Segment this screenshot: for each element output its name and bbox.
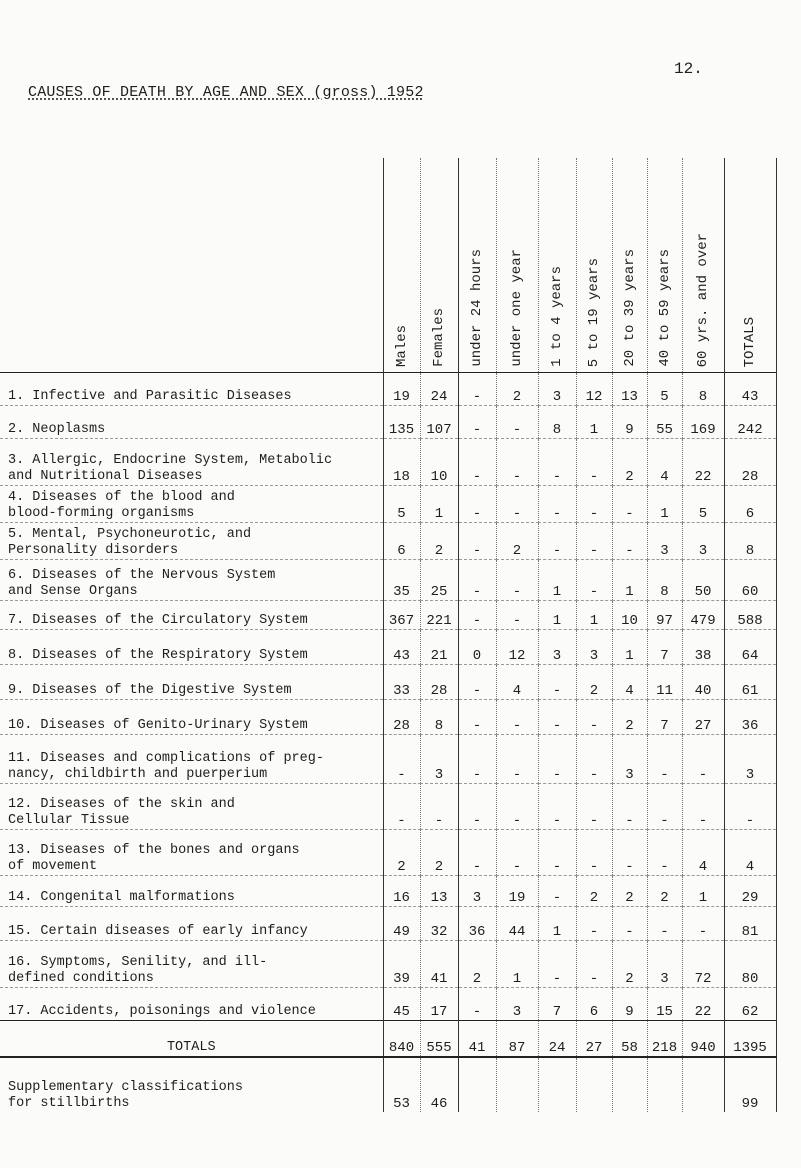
cell-females: 46 — [420, 1057, 458, 1112]
cause-label — [0, 907, 383, 941]
cell-60-and-over: 8 — [682, 373, 724, 406]
cause-line-1: 8. Diseases of the Respiratory System — [8, 648, 308, 663]
cause-line-2: Cellular Tissue — [8, 813, 130, 828]
cell-under-24-hours: - — [458, 406, 496, 439]
cell-under-24-hours: - — [458, 601, 496, 630]
col-header-1-to-4-years: 1 to 4 years — [538, 158, 576, 373]
cell-under-24-hours: - — [458, 665, 496, 700]
col-header-60-and-over: 60 yrs. and over — [682, 158, 724, 373]
cause-line-1: 11. Diseases and complications of preg- — [8, 751, 324, 766]
cell-females: 8 — [420, 700, 458, 735]
cell-under-24-hours: - — [458, 439, 496, 486]
cell-20-to-39-years: 58 — [612, 1021, 647, 1057]
cell-males: 45 — [383, 988, 420, 1021]
cause-line-1: 7. Diseases of the Circulatory System — [8, 613, 308, 628]
page-number: 12. — [674, 60, 703, 78]
cell-totals: 99 — [724, 1057, 776, 1112]
cell-under-one-year: - — [496, 406, 538, 439]
cell-females: - — [420, 784, 458, 830]
cell-60-and-over: 4 — [682, 830, 724, 876]
cell-40-to-59-years: 7 — [647, 700, 682, 735]
cell-females: 10 — [420, 439, 458, 486]
cell-males: 18 — [383, 439, 420, 486]
cell-1-to-4-years — [538, 1057, 576, 1112]
table-row — [0, 523, 776, 560]
cause-label — [0, 1021, 383, 1057]
cell-males: 16 — [383, 876, 420, 907]
cause-line-1: 2. Neoplasms — [8, 422, 106, 437]
cell-under-one-year: - — [496, 830, 538, 876]
cause-label — [0, 988, 383, 1021]
col-header-females: Females — [420, 158, 458, 373]
cause-line-1: 12. Diseases of the skin and — [8, 797, 235, 812]
cell-females: 17 — [420, 988, 458, 1021]
table-row — [0, 665, 776, 700]
cell-5-to-19-years: - — [576, 784, 612, 830]
cell-40-to-59-years: 97 — [647, 601, 682, 630]
cell-5-to-19-years: - — [576, 907, 612, 941]
cell-males: 840 — [383, 1021, 420, 1057]
cell-males: 135 — [383, 406, 420, 439]
cell-totals: - — [724, 784, 776, 830]
cell-under-one-year: - — [496, 601, 538, 630]
cell-under-one-year: - — [496, 735, 538, 784]
cell-60-and-over: 3 — [682, 523, 724, 560]
cause-label — [0, 665, 383, 700]
cause-line-1: 3. Allergic, Endocrine System, Metabolic — [8, 453, 333, 468]
cell-5-to-19-years: - — [576, 439, 612, 486]
cell-under-one-year: 2 — [496, 523, 538, 560]
cell-males: 19 — [383, 373, 420, 406]
cell-40-to-59-years: 11 — [647, 665, 682, 700]
cell-1-to-4-years: - — [538, 486, 576, 523]
cell-1-to-4-years: - — [538, 784, 576, 830]
cell-totals: 6 — [724, 486, 776, 523]
cell-males: 43 — [383, 630, 420, 665]
cause-line-1: 4. Diseases of the blood and — [8, 490, 235, 505]
cell-5-to-19-years: - — [576, 560, 612, 601]
cell-under-24-hours: - — [458, 735, 496, 784]
cell-20-to-39-years: - — [612, 784, 647, 830]
cell-40-to-59-years: 2 — [647, 876, 682, 907]
cause-line-1: 6. Diseases of the Nervous System — [8, 568, 276, 583]
cell-60-and-over: 22 — [682, 988, 724, 1021]
cell-males: 33 — [383, 665, 420, 700]
cell-5-to-19-years: 3 — [576, 630, 612, 665]
cell-males: - — [383, 735, 420, 784]
cause-line-1: TOTALS — [166, 1039, 216, 1055]
cause-line-2: Personality disorders — [8, 543, 179, 558]
cause-label — [0, 601, 383, 630]
cell-1-to-4-years: - — [538, 830, 576, 876]
table-row — [0, 373, 776, 406]
cell-20-to-39-years: 2 — [612, 876, 647, 907]
cell-under-one-year: - — [496, 439, 538, 486]
cell-20-to-39-years: 2 — [612, 439, 647, 486]
cause-label — [0, 373, 383, 406]
cell-5-to-19-years: - — [576, 941, 612, 988]
cell-under-one-year: - — [496, 700, 538, 735]
cell-under-24-hours: - — [458, 830, 496, 876]
cell-5-to-19-years: 2 — [576, 665, 612, 700]
cell-under-24-hours: 0 — [458, 630, 496, 665]
cause-line-2: and Nutritional Diseases — [8, 469, 203, 484]
cause-line-1: 14. Congenital malformations — [8, 890, 235, 905]
cell-under-24-hours: 41 — [458, 1021, 496, 1057]
cell-20-to-39-years: 1 — [612, 630, 647, 665]
cause-line-2: and Sense Organs — [8, 584, 138, 599]
page-title: CAUSES OF DEATH BY AGE AND SEX (gross) 1952 — [28, 84, 424, 101]
cause-label — [0, 486, 383, 523]
cell-females: 555 — [420, 1021, 458, 1057]
table-row — [0, 406, 776, 439]
cell-totals: 1395 — [724, 1021, 776, 1057]
cell-5-to-19-years: - — [576, 486, 612, 523]
cell-under-one-year: 4 — [496, 665, 538, 700]
cell-1-to-4-years: 1 — [538, 907, 576, 941]
cell-under-one-year: - — [496, 486, 538, 523]
cell-20-to-39-years: 3 — [612, 735, 647, 784]
cell-totals: 36 — [724, 700, 776, 735]
cell-under-24-hours: - — [458, 373, 496, 406]
cell-20-to-39-years: - — [612, 523, 647, 560]
cell-60-and-over: 40 — [682, 665, 724, 700]
table-row — [0, 486, 776, 523]
cell-20-to-39-years: 9 — [612, 988, 647, 1021]
cell-males: 2 — [383, 830, 420, 876]
cell-1-to-4-years: - — [538, 439, 576, 486]
cell-under-24-hours: 3 — [458, 876, 496, 907]
cell-females: 25 — [420, 560, 458, 601]
cell-under-one-year: - — [496, 784, 538, 830]
cause-line-1: 13. Diseases of the bones and organs — [8, 843, 300, 858]
cell-60-and-over: 169 — [682, 406, 724, 439]
cell-60-and-over: 72 — [682, 941, 724, 988]
cell-40-to-59-years: - — [647, 830, 682, 876]
header-row — [0, 158, 776, 373]
cell-40-to-59-years: 1 — [647, 486, 682, 523]
cell-1-to-4-years: 1 — [538, 560, 576, 601]
col-header-under-24-hours: under 24 hours — [458, 158, 496, 373]
cell-under-one-year — [496, 1057, 538, 1112]
cell-females: 24 — [420, 373, 458, 406]
cell-totals: 242 — [724, 406, 776, 439]
cell-20-to-39-years: 9 — [612, 406, 647, 439]
table-row — [0, 601, 776, 630]
cell-males: 35 — [383, 560, 420, 601]
cell-5-to-19-years: - — [576, 735, 612, 784]
col-header-under-one-year: under one year — [496, 158, 538, 373]
cell-males: 28 — [383, 700, 420, 735]
cell-60-and-over: 22 — [682, 439, 724, 486]
cell-40-to-59-years: 7 — [647, 630, 682, 665]
cause-label — [0, 735, 383, 784]
cell-5-to-19-years: 27 — [576, 1021, 612, 1057]
cell-under-24-hours — [458, 1057, 496, 1112]
cell-1-to-4-years: - — [538, 735, 576, 784]
cell-1-to-4-years: 3 — [538, 630, 576, 665]
cause-line-1: 9. Diseases of the Digestive System — [8, 683, 292, 698]
cell-totals: 4 — [724, 830, 776, 876]
cell-totals: 43 — [724, 373, 776, 406]
cell-males: 39 — [383, 941, 420, 988]
cell-totals: 81 — [724, 907, 776, 941]
cell-under-one-year: 2 — [496, 373, 538, 406]
cell-40-to-59-years: - — [647, 784, 682, 830]
cell-males: - — [383, 784, 420, 830]
cell-females: 3 — [420, 735, 458, 784]
cell-40-to-59-years: - — [647, 735, 682, 784]
cell-under-one-year: 87 — [496, 1021, 538, 1057]
col-header-males: Males — [383, 158, 420, 373]
cell-5-to-19-years — [576, 1057, 612, 1112]
cell-1-to-4-years: - — [538, 700, 576, 735]
cell-1-to-4-years: 24 — [538, 1021, 576, 1057]
cause-line-1: 1. Infective and Parasitic Diseases — [8, 389, 292, 404]
totals-row — [0, 1021, 776, 1057]
cell-1-to-4-years: 7 — [538, 988, 576, 1021]
col-header-20-to-39-years: 20 to 39 years — [612, 158, 647, 373]
cell-1-to-4-years: 8 — [538, 406, 576, 439]
cell-40-to-59-years: 15 — [647, 988, 682, 1021]
cell-under-one-year: 19 — [496, 876, 538, 907]
cell-60-and-over: 27 — [682, 700, 724, 735]
stillbirths-row — [0, 1057, 776, 1112]
cause-label — [0, 784, 383, 830]
cell-totals: 80 — [724, 941, 776, 988]
cell-under-24-hours: - — [458, 523, 496, 560]
cell-1-to-4-years: - — [538, 523, 576, 560]
cell-females: 28 — [420, 665, 458, 700]
cell-60-and-over: 479 — [682, 601, 724, 630]
cell-1-to-4-years: - — [538, 876, 576, 907]
cell-females: 13 — [420, 876, 458, 907]
cell-60-and-over: 5 — [682, 486, 724, 523]
cell-males: 367 — [383, 601, 420, 630]
cause-line-1: 17. Accidents, poisonings and violence — [8, 1004, 316, 1019]
cell-40-to-59-years: 5 — [647, 373, 682, 406]
cell-1-to-4-years: - — [538, 941, 576, 988]
cell-1-to-4-years: 1 — [538, 601, 576, 630]
cell-males: 53 — [383, 1057, 420, 1112]
table-row — [0, 941, 776, 988]
cell-60-and-over: - — [682, 784, 724, 830]
cell-females: 2 — [420, 830, 458, 876]
cause-label — [0, 1057, 383, 1112]
cause-line-2: defined conditions — [8, 971, 154, 986]
col-header-totals: TOTALS — [724, 158, 776, 373]
cell-20-to-39-years: 2 — [612, 700, 647, 735]
cell-under-one-year: 12 — [496, 630, 538, 665]
cell-males: 49 — [383, 907, 420, 941]
cell-5-to-19-years: 2 — [576, 876, 612, 907]
cell-under-one-year: - — [496, 560, 538, 601]
cell-females: 221 — [420, 601, 458, 630]
cell-totals: 8 — [724, 523, 776, 560]
cause-line-2: of movement — [8, 859, 98, 874]
cause-label — [0, 876, 383, 907]
cell-40-to-59-years: - — [647, 907, 682, 941]
cause-label — [0, 523, 383, 560]
table-row — [0, 630, 776, 665]
cell-females: 21 — [420, 630, 458, 665]
table-row — [0, 560, 776, 601]
cell-60-and-over: - — [682, 907, 724, 941]
cell-females: 1 — [420, 486, 458, 523]
cell-20-to-39-years: 2 — [612, 941, 647, 988]
col-header-40-to-59-years: 40 to 59 years — [647, 158, 682, 373]
cell-60-and-over: 38 — [682, 630, 724, 665]
cell-under-one-year: 1 — [496, 941, 538, 988]
cell-females: 32 — [420, 907, 458, 941]
cell-60-and-over: 1 — [682, 876, 724, 907]
cell-40-to-59-years: 218 — [647, 1021, 682, 1057]
cell-5-to-19-years: 1 — [576, 601, 612, 630]
cause-line-2: blood-forming organisms — [8, 506, 195, 521]
cause-header-blank — [0, 158, 383, 373]
cause-line-2: nancy, childbirth and puerperium — [8, 767, 268, 782]
cause-label — [0, 941, 383, 988]
table-row — [0, 735, 776, 784]
cell-40-to-59-years: 8 — [647, 560, 682, 601]
cell-5-to-19-years: 1 — [576, 406, 612, 439]
cell-totals: 64 — [724, 630, 776, 665]
cell-20-to-39-years: - — [612, 907, 647, 941]
cause-label — [0, 560, 383, 601]
cell-5-to-19-years: - — [576, 523, 612, 560]
cell-females: 107 — [420, 406, 458, 439]
cell-5-to-19-years: 12 — [576, 373, 612, 406]
cell-1-to-4-years: 3 — [538, 373, 576, 406]
cause-line-1: 16. Symptoms, Senility, and ill- — [8, 955, 268, 970]
table-row — [0, 907, 776, 941]
cell-60-and-over: 50 — [682, 560, 724, 601]
cell-totals: 61 — [724, 665, 776, 700]
cause-label — [0, 406, 383, 439]
cause-label — [0, 439, 383, 486]
cell-5-to-19-years: - — [576, 700, 612, 735]
cell-60-and-over — [682, 1057, 724, 1112]
cause-line-1: Supplementary classifications — [8, 1079, 243, 1095]
table-row — [0, 830, 776, 876]
cell-under-one-year: 3 — [496, 988, 538, 1021]
cell-under-24-hours: - — [458, 988, 496, 1021]
cause-line-1: 10. Diseases of Genito-Urinary System — [8, 718, 308, 733]
cell-totals: 28 — [724, 439, 776, 486]
cell-totals: 62 — [724, 988, 776, 1021]
cell-under-24-hours: 36 — [458, 907, 496, 941]
cell-under-one-year: 44 — [496, 907, 538, 941]
cell-totals: 588 — [724, 601, 776, 630]
cell-under-24-hours: - — [458, 486, 496, 523]
table-row — [0, 439, 776, 486]
cell-under-24-hours: - — [458, 784, 496, 830]
cell-males: 6 — [383, 523, 420, 560]
cell-20-to-39-years: 13 — [612, 373, 647, 406]
cause-label — [0, 630, 383, 665]
cell-40-to-59-years: 55 — [647, 406, 682, 439]
table-row — [0, 700, 776, 735]
cell-totals: 3 — [724, 735, 776, 784]
cell-1-to-4-years: - — [538, 665, 576, 700]
cell-females: 2 — [420, 523, 458, 560]
cell-totals: 60 — [724, 560, 776, 601]
cell-5-to-19-years: 6 — [576, 988, 612, 1021]
causes-of-death-table — [0, 158, 777, 1112]
cell-60-and-over: - — [682, 735, 724, 784]
cell-20-to-39-years — [612, 1057, 647, 1112]
cell-20-to-39-years: 10 — [612, 601, 647, 630]
table-row — [0, 876, 776, 907]
cause-line-1: 5. Mental, Psychoneurotic, and — [8, 527, 252, 542]
cell-40-to-59-years — [647, 1057, 682, 1112]
cell-under-24-hours: 2 — [458, 941, 496, 988]
cell-40-to-59-years: 3 — [647, 941, 682, 988]
cell-20-to-39-years: 4 — [612, 665, 647, 700]
cell-20-to-39-years: - — [612, 486, 647, 523]
cell-20-to-39-years: - — [612, 830, 647, 876]
cell-40-to-59-years: 3 — [647, 523, 682, 560]
col-header-5-to-19-years: 5 to 19 years — [576, 158, 612, 373]
cell-60-and-over: 940 — [682, 1021, 724, 1057]
cell-40-to-59-years: 4 — [647, 439, 682, 486]
cell-20-to-39-years: 1 — [612, 560, 647, 601]
table-row — [0, 988, 776, 1021]
cause-line-1: 15. Certain diseases of early infancy — [8, 924, 308, 939]
cell-under-24-hours: - — [458, 700, 496, 735]
cell-5-to-19-years: - — [576, 830, 612, 876]
cause-label — [0, 830, 383, 876]
table-row — [0, 784, 776, 830]
cell-totals: 29 — [724, 876, 776, 907]
cell-under-24-hours: - — [458, 560, 496, 601]
cell-females: 41 — [420, 941, 458, 988]
cell-males: 5 — [383, 486, 420, 523]
cause-line-2: for stillbirths — [8, 1095, 130, 1111]
cause-label — [0, 700, 383, 735]
